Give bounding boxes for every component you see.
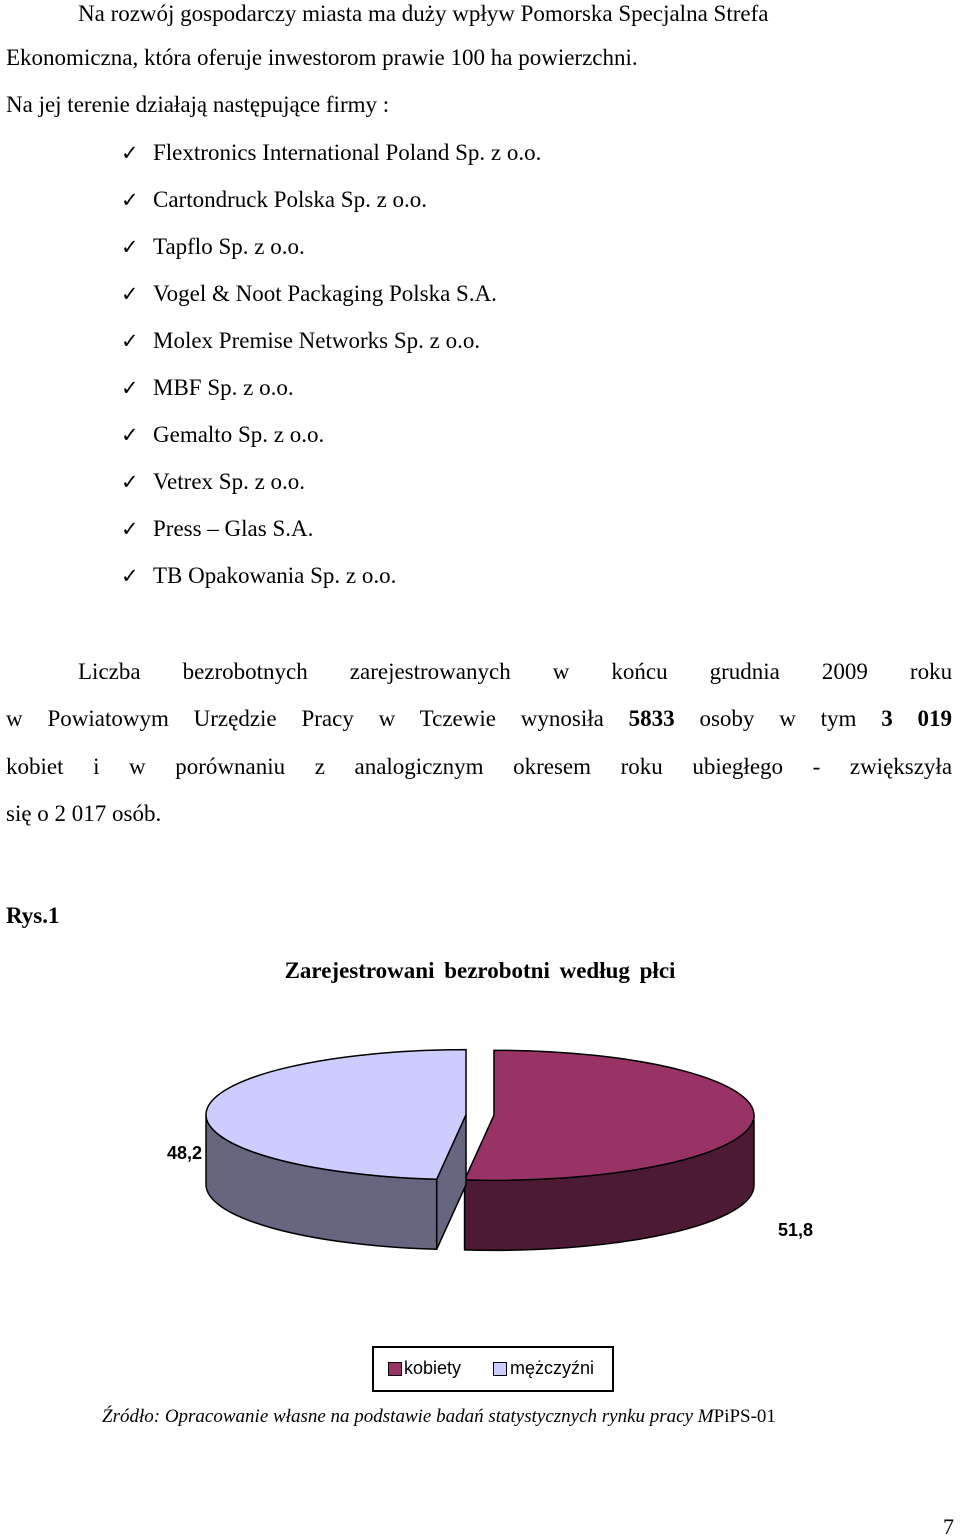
paragraph-line-3	[6, 753, 952, 781]
company-name: Vogel & Noot Packaging Polska S.A.	[153, 281, 497, 306]
chart-legend	[372, 1346, 614, 1392]
company-name: Vetrex Sp. z o.o.	[153, 469, 306, 494]
company-item	[121, 374, 294, 402]
paragraph-word: tym	[820, 706, 857, 731]
paragraph-word: Urzędzie	[193, 706, 277, 731]
paragraph-word: 2009	[821, 659, 868, 684]
paragraph-line-1	[78, 658, 952, 686]
paragraph-word: porównaniu	[175, 754, 286, 779]
paragraph-line-2	[6, 705, 952, 733]
checkmark-icon: ✓	[121, 329, 139, 353]
paragraph-word: Liczba	[78, 659, 141, 684]
paragraph-word: bezrobotnych	[182, 659, 308, 684]
company-name: TB Opakowania Sp. z o.o.	[153, 563, 397, 588]
checkmark-icon: ✓	[121, 141, 139, 165]
company-name: Tapflo Sp. z o.o.	[153, 234, 305, 259]
company-item	[121, 421, 324, 449]
paragraph-word: roku	[909, 659, 953, 684]
company-item	[121, 233, 305, 261]
data-label-mezczyzni: 48,2	[167, 1143, 203, 1163]
paragraph-word: okresem	[513, 754, 592, 779]
company-item	[121, 280, 497, 308]
checkmark-icon: ✓	[121, 376, 139, 400]
company-name: Gemalto Sp. z o.o.	[153, 422, 325, 447]
company-item	[121, 515, 313, 543]
paragraph-line-4: się o 2 017 osób.	[6, 801, 162, 826]
company-name: Press – Glas S.A.	[153, 516, 314, 541]
paragraph-word: wynosiła	[520, 706, 604, 731]
company-item	[121, 327, 480, 355]
paragraph-word: w	[552, 659, 570, 684]
data-label-kobiety: 51,8	[778, 1220, 814, 1240]
company-item	[121, 562, 396, 590]
legend-label-mezczyzni: mężczyźni	[510, 1358, 595, 1378]
intro-line-3: Na jej terenie działają następujące firmy :	[6, 92, 390, 117]
paragraph-word: -	[812, 754, 821, 779]
legend-swatch-kobiety	[388, 1362, 402, 1376]
checkmark-icon: ✓	[121, 235, 139, 259]
source-italic: Źródło: Opracowanie własne na podstawie badań statystycznych rynku pracy M	[102, 1406, 714, 1427]
source-note	[102, 1406, 776, 1428]
paragraph-word: w	[779, 706, 796, 731]
paragraph-word: 3 019	[881, 706, 953, 731]
paragraph-word: Tczewie	[419, 706, 496, 731]
paragraph-word: grudnia	[709, 659, 780, 684]
paragraph-word: osoby	[699, 706, 755, 731]
pie-chart	[0, 1040, 960, 1340]
paragraph-word: w	[378, 706, 396, 731]
source-plain: PiPS-01	[713, 1406, 776, 1427]
company-item	[121, 468, 305, 496]
legend-label-kobiety: kobiety	[404, 1358, 462, 1378]
paragraph-word: Powiatowym	[47, 706, 169, 731]
paragraph-word: Pracy	[301, 706, 354, 731]
paragraph-word: roku ubiegłego	[620, 754, 784, 779]
paragraph-word: i	[93, 754, 100, 779]
paragraph-word: z	[314, 754, 325, 779]
paragraph-word: kobiet	[6, 754, 64, 779]
paragraph-word: zwiększyła	[849, 754, 953, 779]
company-name: Cartondruck Polska Sp. z o.o.	[153, 187, 428, 212]
paragraph-word: końcu	[611, 659, 668, 684]
page-number: 7	[943, 1514, 954, 1539]
chart-title: Zarejestrowani bezrobotni według płci	[284, 958, 676, 983]
intro-line-1: Na rozwój gospodarczy miasta ma duży wpływ Pomorska Specjalna Strefa	[78, 1, 769, 26]
paragraph-word: analogicznym	[354, 754, 484, 779]
checkmark-icon: ✓	[121, 423, 139, 447]
company-name: Molex Premise Networks Sp. z o.o.	[153, 328, 481, 353]
checkmark-icon: ✓	[121, 564, 139, 588]
paragraph-word: w	[129, 754, 146, 779]
intro-line-2: Ekonomiczna, która oferuje inwestorom prawie 100 ha powierzchni.	[6, 45, 638, 70]
company-name: Flextronics International Poland Sp. z o.o.	[153, 140, 542, 165]
figure-label: Rys.1	[6, 903, 60, 928]
company-item	[121, 139, 541, 167]
checkmark-icon: ✓	[121, 282, 139, 306]
company-name: MBF Sp. z o.o.	[153, 375, 294, 400]
checkmark-icon: ✓	[121, 470, 139, 494]
paragraph-word: w	[6, 706, 23, 731]
checkmark-icon: ✓	[121, 188, 139, 212]
legend-swatch-mezczyzni	[493, 1362, 507, 1376]
paragraph-word: zarejestrowanych	[349, 659, 511, 684]
paragraph-word: 5833	[628, 706, 675, 731]
checkmark-icon: ✓	[121, 517, 139, 541]
company-item	[121, 186, 427, 214]
